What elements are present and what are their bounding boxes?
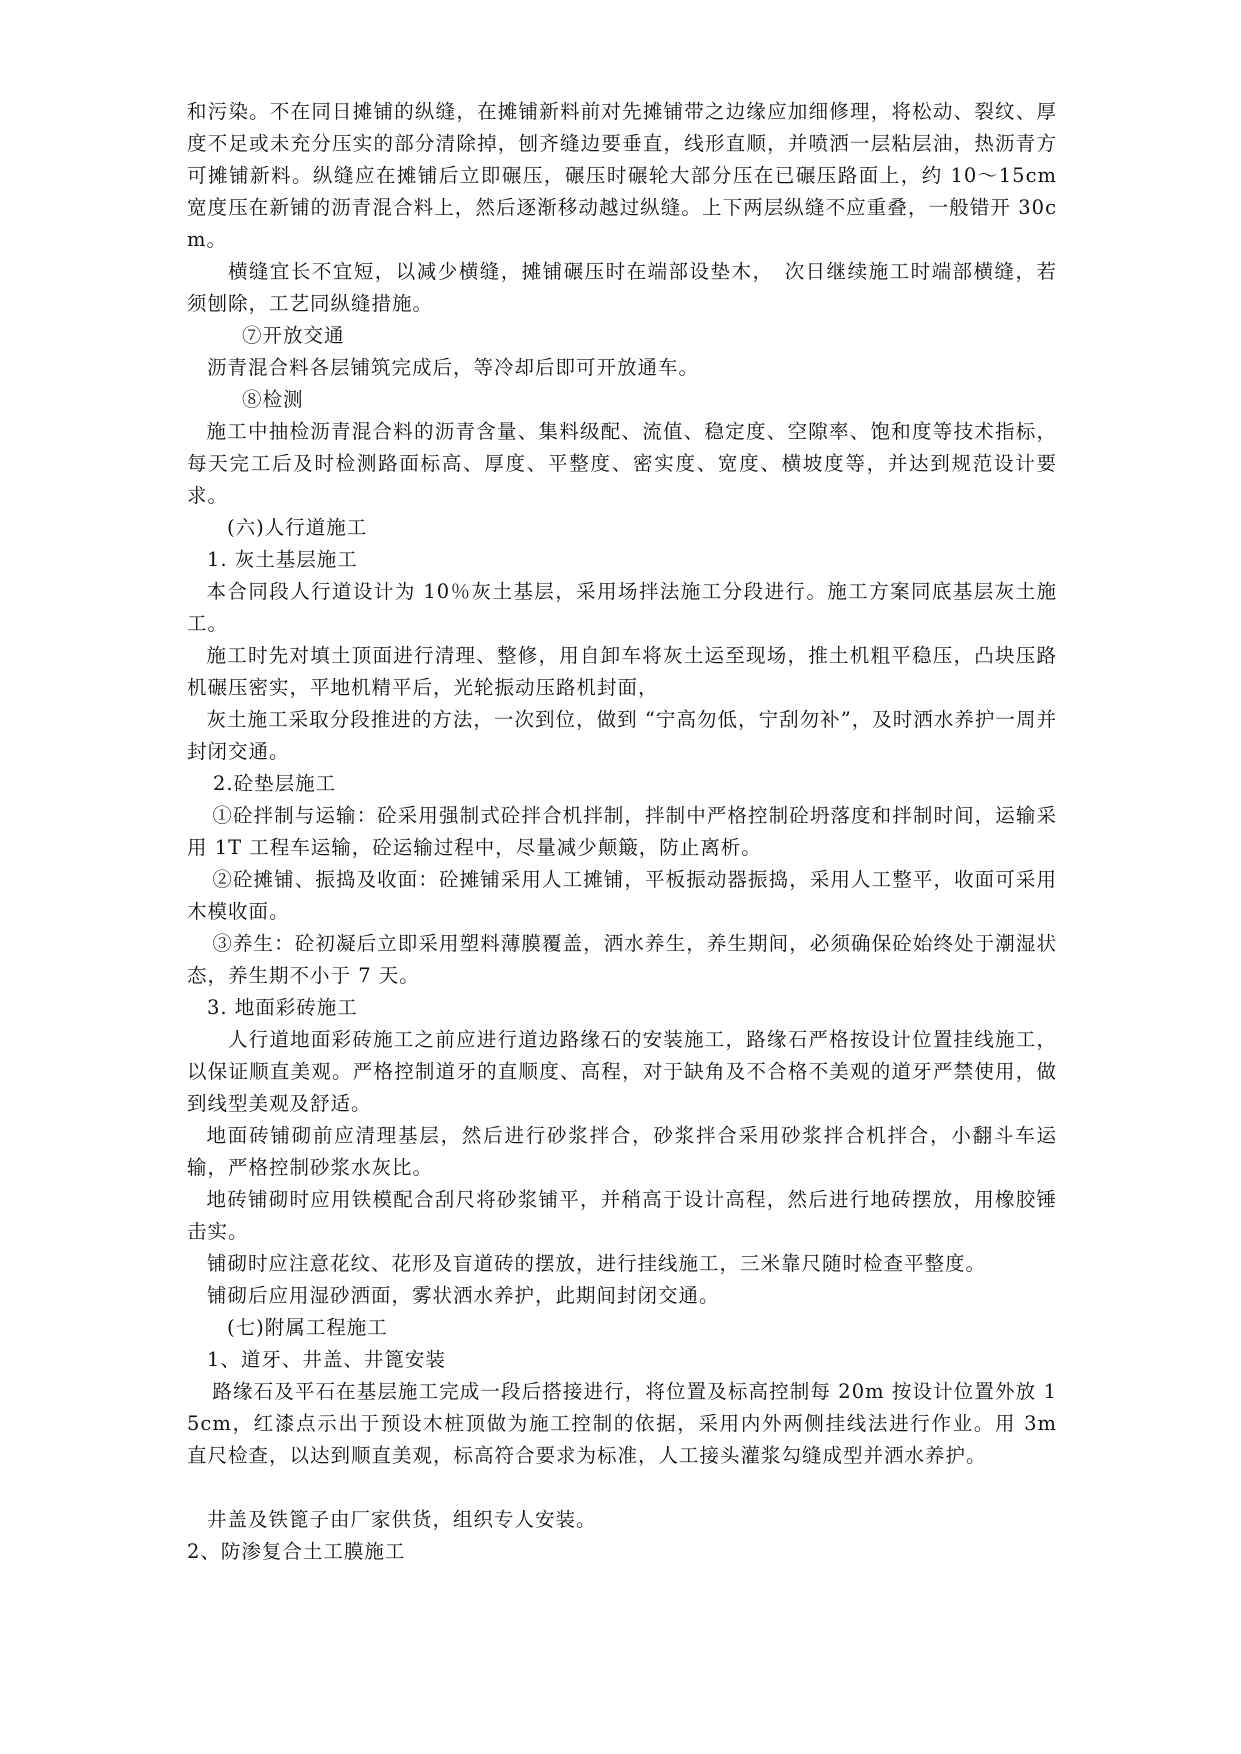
- heading-inspection: ⑧检测: [242, 388, 304, 411]
- heading-open-traffic: ⑦开放交通: [242, 324, 345, 347]
- heading-colored-tiles: 3. 地面彩砖施工: [207, 996, 358, 1019]
- paragraph-concrete-mixing: ①砼拌制与运输：砼采用强制式砼拌合机拌制，拌制中严格控制砼坍落度和拌制时间，运输采用 1T 工程车运输，砼运输过程中，尽量减少颠簸，防止离析。: [187, 804, 1057, 859]
- paragraph-mortar-mixing: 地面砖铺砌前应清理基层，然后进行砂浆拌合，砂浆拌合采用砂浆拌合机拌合，小翻斗车运输，严格控制砂浆水灰比。: [187, 1124, 1057, 1179]
- paragraph-concrete-curing: ③养生：砼初凝后立即采用塑料薄膜覆盖，洒水养生，养生期间，必须确保砼始终处于潮湿状态，养生期不小于 7 天。: [187, 932, 1057, 987]
- heading-ancillary-works: (七)附属工程施工: [227, 1316, 388, 1339]
- heading-curb-manhole-grate: 1、道牙、井盖、井篦安装: [207, 1348, 446, 1371]
- paragraph-curbstone-installation: 人行道地面彩砖施工之前应进行道边路缘石的安装施工，路缘石严格按设计位置挂线施工，以保证顺直美观。严格控制道牙的直顺度、高程，对于缺角及不合格不美观的道牙严禁使用，做到线型美观及舒适。: [187, 1028, 1057, 1115]
- heading-sidewalk-construction: (六)人行道施工: [227, 516, 368, 539]
- paragraph-concrete-paving: ②砼摊铺、振捣及收面：砼摊铺采用人工摊铺，平板振动器振捣，采用人工整平，收面可采用木模收面。: [187, 868, 1057, 923]
- heading-geomembrane: 2、防渗复合土工膜施工: [187, 1540, 406, 1563]
- paragraph-tile-pattern: 铺砌时应注意花纹、花形及盲道砖的摆放，进行挂线施工，三米靠尺随时检查平整度。: [207, 1252, 987, 1275]
- paragraph-lime-soil-method: 灰土施工采取分段推进的方法，一次到位，做到 “宁高勿低，宁刮勿补”，及时洒水养护一周并封闭交通。: [187, 708, 1057, 763]
- heading-concrete-cushion: 2.砼垫层施工: [213, 772, 337, 795]
- paragraph-lime-soil-design: 本合同段人行道设计为 10％灰土基层，采用场拌法施工分段进行。施工方案同底基层灰土施工。: [187, 580, 1057, 635]
- paragraph-transverse-joint: 横缝宜长不宜短，以减少横缝，摊铺碾压时在端部设垫木， 次日继续施工时端部横缝，若须刨除，工艺同纵缝措施。: [187, 260, 1057, 315]
- paragraph-inspection: 施工中抽检沥青混合料的沥青含量、集料级配、流值、稳定度、空隙率、饱和度等技术指标，每天完工后及时检测路面标高、厚度、平整度、密实度、宽度、横坡度等，并达到规范设计要求。: [187, 420, 1057, 507]
- heading-lime-soil-base: 1. 灰土基层施工: [207, 548, 358, 571]
- paragraph-curb-positioning: 路缘石及平石在基层施工完成一段后搭接进行，将位置及标高控制每 20m 按设计位置外放 15cm，红漆点示出于预设木桩顶做为施工控制的依据，采用内外两侧挂线法进行作业。用 3m 直尺检查，以达到顺直美观，标高符合要求为标准，人工接头灌浆勾缝成型并洒水养护。: [187, 1380, 1057, 1467]
- paragraph-open-traffic: 沥青混合料各层铺筑完成后，等冷却后即可开放通车。: [207, 356, 700, 379]
- paragraph-tile-laying: 地砖铺砌时应用铁模配合刮尺将砂浆铺平，并稍高于设计高程，然后进行地砖摆放，用橡胶锤击实。: [187, 1188, 1057, 1243]
- paragraph-tile-curing: 铺砌后应用湿砂洒面，雾状洒水养护，此期间封闭交通。: [207, 1284, 720, 1307]
- paragraph-longitudinal-joint: 和污染。不在同日摊铺的纵缝，在摊铺新料前对先摊铺带之边缘应加细修理，将松动、裂纹、厚度不足或未充分压实的部分清除掉，刨齐缝边要垂直，线形直顺，并喷洒一层粘层油，热沥青方可摊铺新料。纵缝应在摊铺后立即碾压，碾压时碾轮大部分压在已碾压路面上，约 10～15cm 宽度压在新铺的沥青混合料上，然后逐渐移动越过纵缝。上下两层纵缝不应重叠，一般错开 30cm。: [187, 100, 1057, 251]
- paragraph-lime-soil-process: 施工时先对填土顶面进行清理、整修，用自卸车将灰土运至现场，推土机粗平稳压，凸块压路机碾压密实，平地机精平后，光轮振动压路机封面，: [187, 644, 1057, 699]
- paragraph-manhole-supply: 井盖及铁篦子由厂家供货，组织专人安装。: [207, 1508, 597, 1531]
